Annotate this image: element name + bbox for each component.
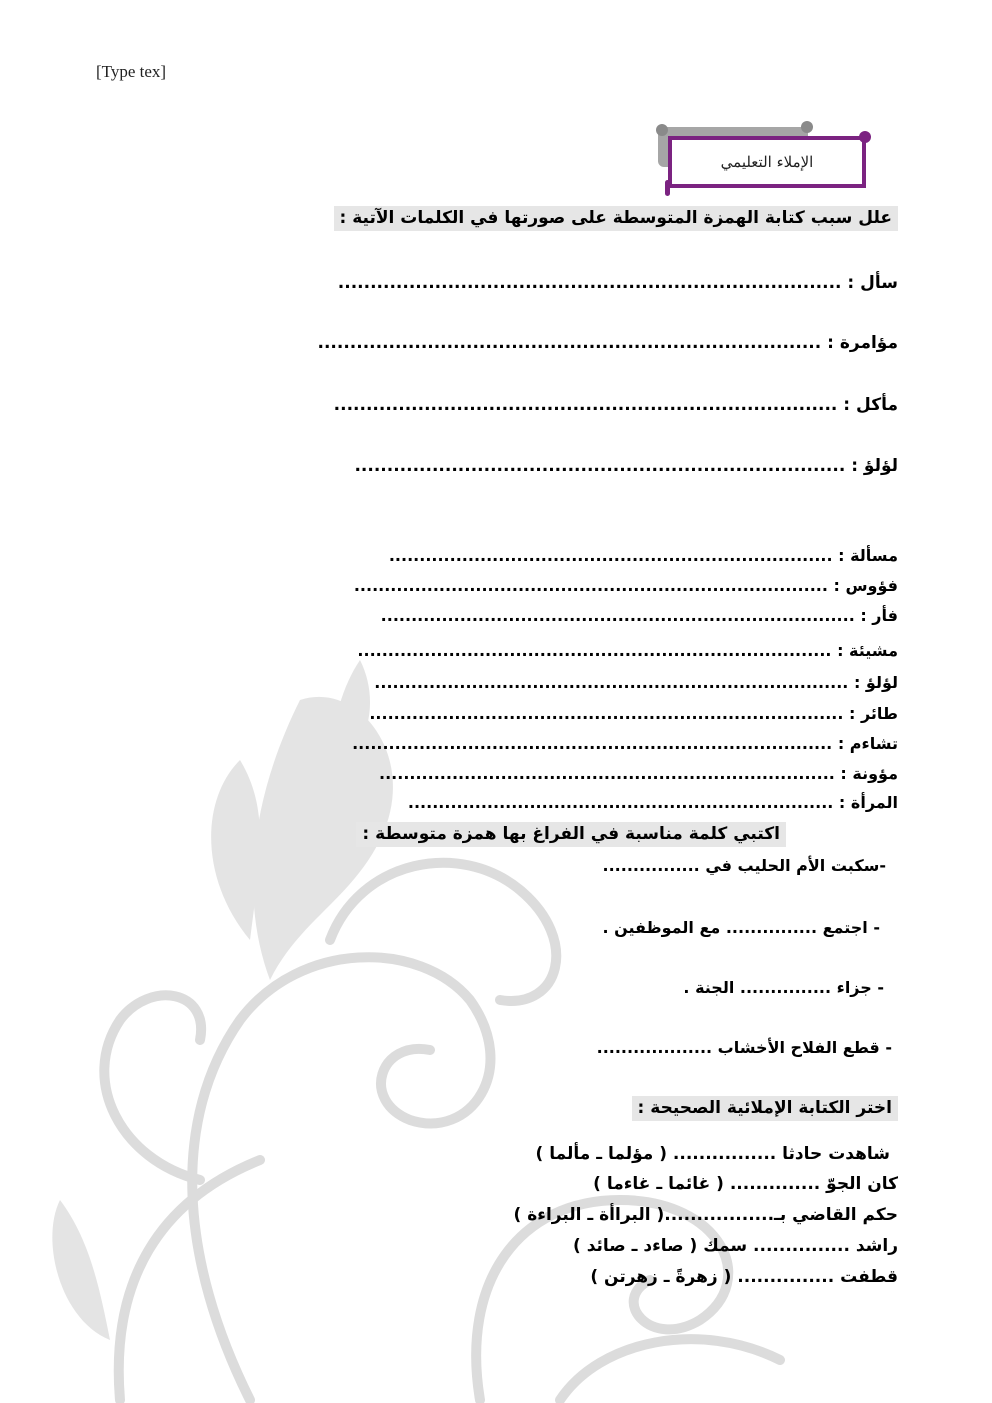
- section2-item: مؤونة : ...........................................................................: [379, 764, 898, 783]
- section3-heading: اكتبي كلمة مناسبة في الفراغ بها همزة متوسطة :: [356, 822, 786, 847]
- section1-item: مأكل : ..............................................................................: [333, 395, 898, 415]
- section4-item: حكم القاضي بـ.................( البراأة ـ البراءة ): [513, 1205, 898, 1225]
- header-note: [Type tex]: [96, 62, 167, 81]
- page-title: الإملاء التعليمي: [668, 136, 866, 188]
- section1-item: لؤلؤ : ............................................................................: [354, 456, 898, 476]
- section3-item: - قطع الفلاح الأخشاب ...................: [596, 1038, 892, 1057]
- section2-item: مسألة : .........................................................................: [388, 546, 898, 565]
- section4-heading: اختر الكتابة الإملائية الصحيحة :: [632, 1096, 898, 1121]
- section4-item: شاهدت حادثا ................ ( مؤلما ـ مألما ): [535, 1144, 890, 1164]
- section4-item: قطفت ............... ( زهرةً ـ زهرتن ): [590, 1267, 898, 1287]
- section2-item: فؤوس : ..............................................................................: [353, 576, 898, 595]
- section2-item: فأر : ..............................................................................: [380, 606, 898, 625]
- section2-item: تشاءم : ...............................................................................: [352, 734, 898, 753]
- section1-item: سأل : ..............................................................................: [337, 273, 898, 293]
- section1-item: مؤامرة : ..............................................................................: [317, 333, 898, 353]
- section2-item: مشيئة : ..............................................................................: [357, 641, 898, 660]
- title-dot-left: [656, 124, 668, 136]
- section2-item: لؤلؤ : ..............................................................................: [374, 673, 898, 692]
- section3-item: - جزاء ............... الجنة .: [683, 978, 884, 997]
- section4-item: راشد ............... سمك ( صاءد ـ صائد ): [573, 1236, 898, 1256]
- section3-item: - اجتمع ............... مع الموظفين .: [602, 918, 880, 937]
- title-dot-right: [801, 121, 813, 133]
- section2-item: طائر : ..............................................................................: [369, 704, 898, 723]
- section2-item: المرأة : ......................................................................: [407, 793, 898, 812]
- section3-item: -سكبت الأم الحليب في ................: [602, 856, 886, 875]
- section4-item: كان الجوّ .............. ( غائما ـ غاءما ): [593, 1174, 898, 1194]
- section1-heading: علل سبب كتابة الهمزة المتوسطة على صورتها في الكلمات الآتية :: [334, 206, 898, 231]
